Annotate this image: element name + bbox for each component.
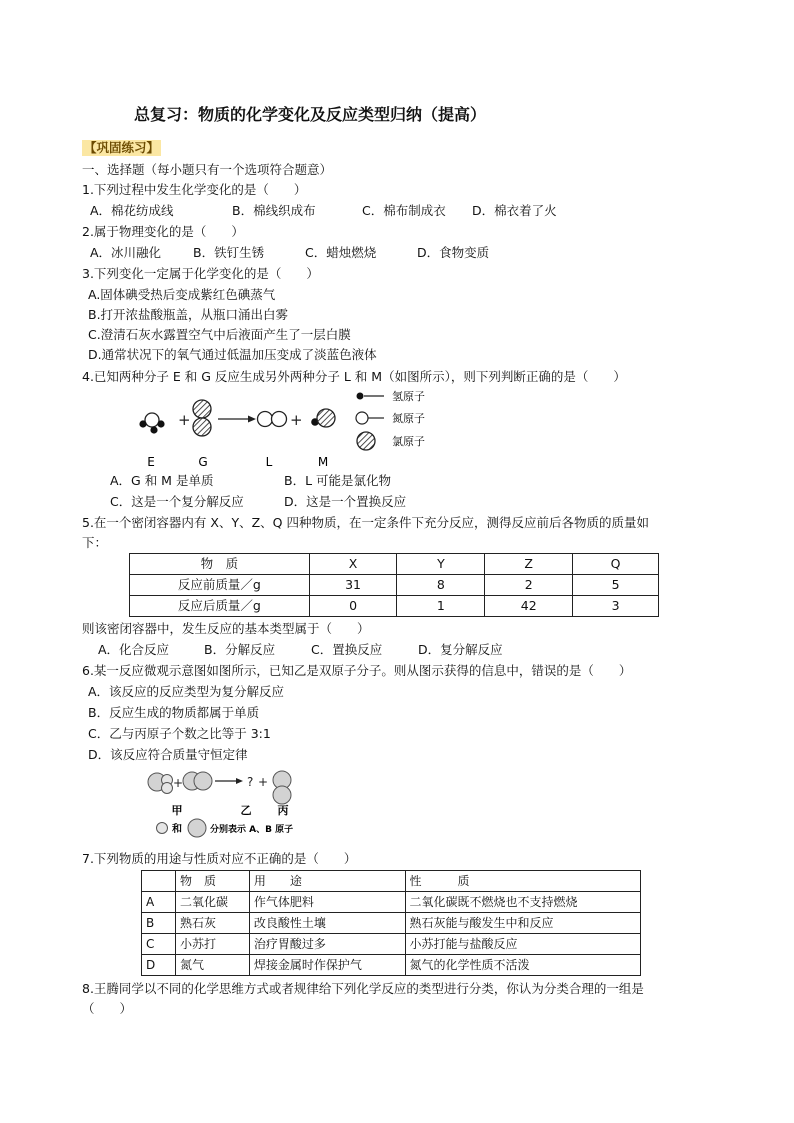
table-header-cell: Y [397, 554, 485, 575]
table-cell: A [142, 892, 176, 913]
table-row [142, 892, 641, 913]
table-cell: 氮气的化学性质不活泼 [405, 955, 641, 976]
question-1-option-c: C．棉布制成衣 [362, 203, 446, 218]
legend-text: 分别表示 A、B 原子 [210, 825, 294, 835]
table-cell: 反应后质量／g [130, 596, 310, 617]
label-bing: 丙 [277, 804, 289, 817]
question-4-option-b: B．L 可能是氯化物 [284, 473, 392, 488]
table-header-cell [142, 871, 176, 892]
part-heading: 一、选择题（每小题只有一个选项符合题意） [82, 162, 333, 177]
plus-sign-2: + [258, 775, 269, 789]
table-cell: 改良酸性土壤 [249, 913, 405, 934]
question-4-reaction-figure [130, 388, 460, 474]
table-cell: 熟石灰能与酸发生中和反应 [405, 913, 641, 934]
question-1-option-a: A．棉花纺成线 [90, 203, 174, 218]
molecule-m [311, 409, 335, 427]
question-7-table [141, 870, 641, 976]
table-cell: 3 [573, 596, 659, 617]
question-6-option-a: A．该反应的反应类型为复分解反应 [88, 684, 285, 699]
question-3-stem: 3.下列变化一定属于化学变化的是（ ） [82, 266, 319, 281]
question-2-stem: 2.属于物理变化的是（ ） [82, 224, 244, 239]
table-cell: 熟石灰 [175, 913, 249, 934]
table-cell: 治疗胃酸过多 [249, 934, 405, 955]
table-cell: 8 [397, 575, 485, 596]
legend-atom-b [188, 819, 206, 837]
table-cell: C [142, 934, 176, 955]
question-8-stem-line-1: 8.王腾同学以不同的化学思维方式或者规律给下列化学反应的类型进行分类，你认为分类合理的一组是 [82, 981, 644, 996]
question-8-stem-line-2: （ ） [82, 1001, 133, 1016]
legend-nitrogen [356, 411, 425, 425]
label-e: E [147, 455, 155, 469]
table-row [142, 913, 641, 934]
section-tag: 【巩固练习】 [84, 140, 160, 155]
table-cell: 42 [485, 596, 573, 617]
question-5-option-a: A．化合反应 [98, 642, 170, 657]
table-header-cell: 性 质 [405, 871, 641, 892]
table-header-cell: 物 质 [130, 554, 310, 575]
table-cell: 31 [309, 575, 397, 596]
label-yi: 乙 [240, 804, 252, 817]
table-cell: D [142, 955, 176, 976]
question-5-option-c: C．置换反应 [311, 642, 383, 657]
question-1-option-b: B．棉线织成布 [232, 203, 316, 218]
table-row [142, 934, 641, 955]
table-header-cell: Q [573, 554, 659, 575]
question-3-option-c: C.澄清石灰水露置空气中后液面产生了一层白膜 [88, 327, 351, 342]
question-6-option-b: B．反应生成的物质都属于单质 [88, 705, 260, 720]
molecule-jia [148, 773, 173, 794]
table-cell: 5 [573, 575, 659, 596]
table-cell: 小苏打 [175, 934, 249, 955]
table-cell: 作气体肥料 [249, 892, 405, 913]
question-4-stem: 4.已知两种分子 E 和 G 反应生成另外两种分子 L 和 M（如图所示），则下列判断正确的是（ ） [82, 369, 626, 384]
molecule-e [139, 413, 164, 434]
table-cell: B [142, 913, 176, 934]
table-cell: 二氧化碳既不燃烧也不支持燃烧 [405, 892, 641, 913]
question-5-option-d: D．复分解反应 [418, 642, 503, 657]
molecule-yi [183, 772, 212, 790]
question-3-option-a: A.固体碘受热后变成紫红色碘蒸气 [88, 287, 276, 302]
plus-sign-1: + [178, 411, 191, 429]
label-l: L [265, 455, 273, 469]
question-mark: ? [247, 775, 254, 789]
question-4-option-a: A．G 和 M 是单质 [110, 473, 214, 488]
table-row [130, 575, 659, 596]
table-cell: 氮气 [175, 955, 249, 976]
question-4-option-c: C．这是一个复分解反应 [110, 494, 244, 509]
label-g: G [198, 455, 208, 469]
table-header-cell: 物 质 [175, 871, 249, 892]
table-header-cell: X [309, 554, 397, 575]
legend-and: 和 [172, 824, 182, 835]
legend-chlorine [357, 432, 425, 450]
question-5-stem-line-2: 下： [82, 535, 108, 550]
legend-hydrogen [357, 389, 426, 403]
legend-atom-a [157, 823, 168, 834]
question-5-table [129, 553, 659, 617]
table-cell: 0 [309, 596, 397, 617]
plus-sign-2: + [290, 411, 303, 429]
question-6-stem: 6.某一反应微观示意图如图所示，已知乙是双原子分子。则从图示获得的信息中，错误的是（ ） [82, 663, 632, 678]
page-title: 总复习：物质的化学变化及反应类型归纳（提高） [134, 105, 487, 124]
question-4-option-d: D．这是一个置换反应 [284, 494, 407, 509]
label-jia: 甲 [171, 804, 183, 817]
table-header-row [142, 871, 641, 892]
svg-text:氢原子: 氢原子 [392, 390, 425, 403]
svg-text:氮原子: 氮原子 [392, 412, 425, 425]
table-row [142, 955, 641, 976]
question-7-stem: 7.下列物质的用途与性质对应不正确的是（ ） [82, 851, 357, 866]
question-3-option-d: D.通常状况下的氧气通过低温加压变成了淡蓝色液体 [88, 347, 377, 362]
table-cell: 1 [397, 596, 485, 617]
question-1-stem: 1.下列过程中发生化学变化的是（ ） [82, 182, 307, 197]
table-cell: 焊接金属时作保护气 [249, 955, 405, 976]
question-2-option-d: D．食物变质 [417, 245, 490, 260]
table-cell: 二氧化碳 [175, 892, 249, 913]
table-cell: 反应前质量／g [130, 575, 310, 596]
svg-text:氯原子: 氯原子 [392, 435, 425, 448]
question-2-option-b: B．铁钉生锈 [193, 245, 265, 260]
molecule-l [258, 412, 287, 427]
question-6-option-d: D．该反应符合质量守恒定律 [88, 747, 248, 762]
table-cell: 2 [485, 575, 573, 596]
question-1-option-d: D．棉衣着了火 [472, 203, 557, 218]
table-cell: 小苏打能与盐酸反应 [405, 934, 641, 955]
table-row [130, 596, 659, 617]
question-2-option-a: A．冰川融化 [90, 245, 162, 260]
table-header-cell: 用 途 [249, 871, 405, 892]
molecule-bing [273, 771, 291, 804]
molecule-g [193, 400, 211, 436]
table-header-cell: Z [485, 554, 573, 575]
label-m: M [317, 455, 329, 469]
question-5-stem-line-1: 5.在一个密闭容器内有 X、Y、Z、Q 四种物质，在一定条件下充分反应，测得反应前后各物质的质量如 [82, 515, 649, 530]
question-5-option-b: B．分解反应 [204, 642, 276, 657]
question-3-option-b: B.打开浓盐酸瓶盖，从瓶口涌出白雾 [88, 307, 289, 322]
question-2-option-c: C．蜡烛燃烧 [305, 245, 377, 260]
table-header-row [130, 554, 659, 575]
question-6-reaction-figure [140, 766, 320, 840]
question-5-after-text: 则该密闭容器中，发生反应的基本类型属于（ ） [82, 621, 370, 636]
plus-sign-1: + [173, 776, 184, 790]
question-6-option-c: C．乙与丙原子个数之比等于 3:1 [88, 726, 271, 741]
